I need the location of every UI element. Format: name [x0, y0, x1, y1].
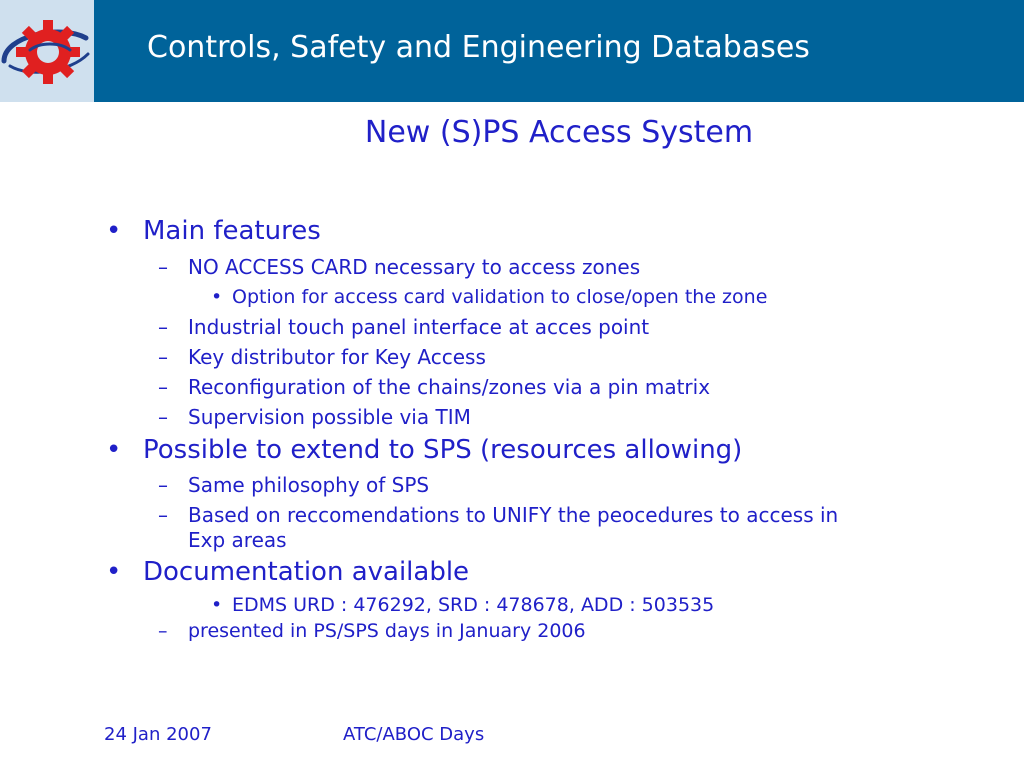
- sub-item-recommendations: Based on reccomendations to UNIFY the peocedures to access in: [188, 503, 839, 527]
- header-title: Controls, Safety and Engineering Databases: [147, 30, 810, 65]
- dash-marker: –: [158, 620, 168, 642]
- sub-item-same-philosophy: Same philosophy of SPS: [188, 473, 430, 497]
- sub-item-key-distributor: Key distributor for Key Access: [188, 345, 486, 369]
- bullet-main-features: Main features: [143, 216, 321, 246]
- bullet-marker: •: [106, 435, 122, 465]
- dash-marker: –: [158, 503, 168, 527]
- sub-item-touch-panel: Industrial touch panel interface at acces point: [188, 315, 650, 339]
- bullet-documentation: Documentation available: [143, 557, 470, 587]
- slide-title: New (S)PS Access System: [364, 115, 754, 150]
- footer-date: 24 Jan 2007: [104, 724, 212, 745]
- dash-marker: –: [158, 473, 168, 497]
- sub-item-presented: presented in PS/SPS days in January 2006: [188, 620, 586, 642]
- bullet-marker: •: [106, 216, 122, 246]
- dash-marker: –: [158, 405, 168, 429]
- subsub-bullet-marker: •: [211, 594, 223, 616]
- dash-marker: –: [158, 345, 168, 369]
- footer-event: ATC/ABOC Days: [343, 724, 485, 745]
- sub-item-supervision: Supervision possible via TIM: [188, 405, 471, 429]
- dash-marker: –: [158, 375, 168, 399]
- sub-item-reconfiguration: Reconfiguration of the chains/zones via a pin matrix: [188, 375, 711, 399]
- subsub-item-edms: EDMS URD : 476292, SRD : 478678, ADD : 503535: [232, 594, 715, 616]
- subsub-bullet-marker: •: [211, 286, 223, 308]
- sub-item-recommendations-cont: Exp areas: [188, 528, 287, 552]
- bullet-extend-sps: Possible to extend to SPS (resources allowing): [143, 435, 743, 465]
- subsub-item-card-validation: Option for access card validation to close/open the zone: [232, 286, 768, 308]
- sub-item-no-access-card: NO ACCESS CARD necessary to access zones: [188, 255, 641, 279]
- dash-marker: –: [158, 315, 168, 339]
- dash-marker: –: [158, 255, 168, 279]
- bullet-marker: •: [106, 557, 122, 587]
